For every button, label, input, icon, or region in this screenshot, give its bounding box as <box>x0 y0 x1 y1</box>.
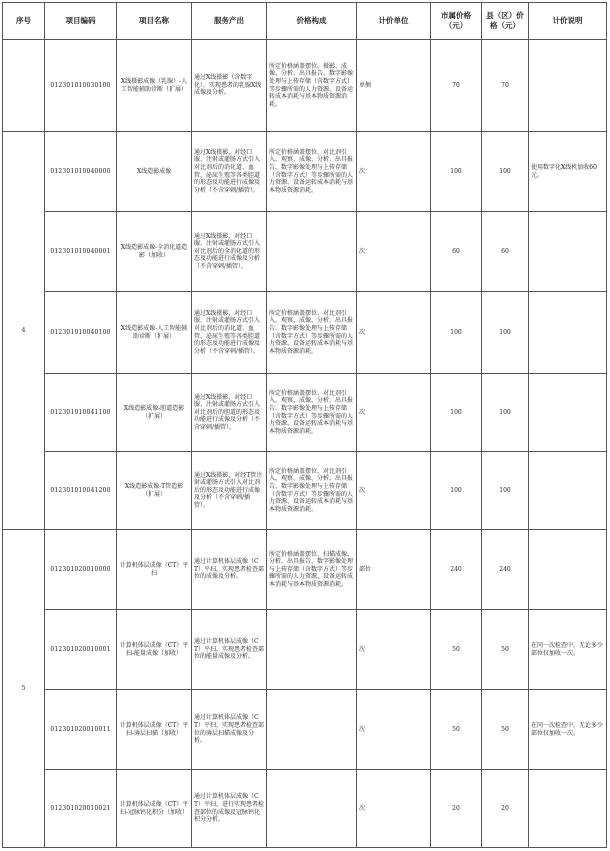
cell-market-price: 100 <box>431 132 482 212</box>
cell-name: 计算机体层成像（CT）平扫-能量成像（加收） <box>117 610 192 690</box>
cell-market-price: 50 <box>431 690 482 770</box>
price-table <box>2 2 607 848</box>
cell-composition: 所定价格涵盖摆位、扫描成像、分析、出具报告、数字影像处理与上传存储（含数字方式）等步骤所需的人力资源、设备运转成本消耗与基本物质资源消耗。 <box>267 530 357 610</box>
cell-code: 012301020010001 <box>45 610 117 690</box>
cell-name: 计算机体层成像（CT）平扫 <box>117 530 192 610</box>
cell-unit: 次 <box>357 132 431 212</box>
cell-output: 通过计算机体层成像（CT）平扫，实现患者检查部位的能量成像及分析。 <box>192 610 267 690</box>
cell-output: 通过X线摄影，对经T管注射或灌肠方式引入对比剂后的形态及功能进行成像及分析（不含穿刺/插管）。 <box>192 452 267 530</box>
cell-market-price: 20 <box>431 770 482 848</box>
cell-county-price: 100 <box>482 132 529 212</box>
cell-output: 通过计算机体层成像（CT）平扫，进行实现患者检查部位的成像及冠脉钙化积分分析。 <box>192 770 267 848</box>
cell-composition <box>267 770 357 848</box>
cell-name: X线造影成像-T管造影（扩展） <box>117 452 192 530</box>
table-row <box>3 610 607 690</box>
cell-name: X线造影成像-胆道造影（扩展） <box>117 374 192 452</box>
cell-market-price: 100 <box>431 292 482 374</box>
table-row <box>3 530 607 610</box>
cell-name: 计算机体层成像（CT）平扫-冠脉钙化积分（加收） <box>117 770 192 848</box>
cell-unit: 部位 <box>357 530 431 610</box>
cell-county-price: 70 <box>482 40 529 132</box>
cell-code: 012301020010011 <box>45 690 117 770</box>
table-row <box>3 374 607 452</box>
cell-county-price: 100 <box>482 292 529 374</box>
cell-code: 012301010030100 <box>45 40 117 132</box>
cell-note <box>529 530 607 610</box>
cell-output: 通过X线摄影，对经口服、注射或灌肠方式引入对比剂后的全消化道的形态及功能进行成像及分析（不含穿刺/插管）。 <box>192 212 267 292</box>
cell-market-price: 70 <box>431 40 482 132</box>
cell-code: 012301010040001 <box>45 212 117 292</box>
cell-county-price: 240 <box>482 530 529 610</box>
cell-composition: 所定价格涵盖摆位、摄影、成像、分析、出具报告、数字影像处理与上传存储（含数字方式）等步骤所需的人力资源、设备运转成本消耗与基本物质资源消耗。 <box>267 40 357 132</box>
cell-county-price: 60 <box>482 212 529 292</box>
cell-composition <box>267 212 357 292</box>
cell-name: X线造影成像-人工智能辅助诊断（扩展） <box>117 292 192 374</box>
cell-seq <box>3 40 45 132</box>
header-unit: 计价单位 <box>357 3 431 40</box>
cell-market-price: 60 <box>431 212 482 292</box>
cell-code: 012301010040100 <box>45 292 117 374</box>
cell-composition: 所定价格涵盖摆位、对比剂引入、观察、成像、分析、出具报告、数字影像处理与上传存储（含数字方式）等步骤所需的人力资源、设备运转成本消耗与基本物质资源消耗。 <box>267 292 357 374</box>
cell-county-price: 100 <box>482 374 529 452</box>
table-row <box>3 132 607 212</box>
cell-code: 012301010041100 <box>45 374 117 452</box>
cell-unit: 单侧 <box>357 40 431 132</box>
cell-code: 012301020010021 <box>45 770 117 848</box>
cell-note <box>529 770 607 848</box>
cell-seq: 4 <box>3 132 45 530</box>
cell-note: 使用数字化X线机加收60元。 <box>529 132 607 212</box>
cell-note <box>529 452 607 530</box>
cell-composition <box>267 610 357 690</box>
cell-county-price: 50 <box>482 690 529 770</box>
cell-output: 通过X线摄影，对经口服、注射或灌肠方式引入对比剂后的胆道的形态及功能进行成像及分析（不含穿刺/插管）。 <box>192 374 267 452</box>
table-row <box>3 690 607 770</box>
header-seq: 序号 <box>3 3 45 40</box>
cell-unit: 次 <box>357 212 431 292</box>
cell-composition: 所定价格涵盖摆位、对比剂引入、观察、成像、分析、出具报告、数字影像处理与上传存储（含数字方式）等步骤所需的人力资源、设备运转成本消耗与基本物质资源消耗。 <box>267 452 357 530</box>
cell-code: 012301010040000 <box>45 132 117 212</box>
cell-note <box>529 374 607 452</box>
cell-unit: 次 <box>357 610 431 690</box>
cell-unit: 次 <box>357 452 431 530</box>
cell-unit: 次 <box>357 690 431 770</box>
header-county-price: 县（区）价格（元） <box>482 3 529 40</box>
table-row <box>3 452 607 530</box>
header-note: 计价说明 <box>529 3 607 40</box>
cell-code: 012301010041200 <box>45 452 117 530</box>
header-code: 项目编码 <box>45 3 117 40</box>
cell-note: 在同一次检查中，无论多少部位仅加收一次。 <box>529 690 607 770</box>
cell-name: X线造影成像 <box>117 132 192 212</box>
table-row <box>3 212 607 292</box>
header-composition: 价格构成 <box>267 3 357 40</box>
cell-market-price: 240 <box>431 530 482 610</box>
header-market-price: 市属价格（元） <box>431 3 482 40</box>
table-row <box>3 770 607 848</box>
cell-name: X线摄影成像（乳腺）-人工智能辅助诊断（扩展） <box>117 40 192 132</box>
cell-output: 通过X线摄影，对经口服、注射或灌肠方式引入对比剂后的消化道、血管、泌尿生殖等各类腔道的形态及功能进行成像及分析（不含穿刺/插管）。 <box>192 132 267 212</box>
cell-code: 012301020010000 <box>45 530 117 610</box>
table-row <box>3 292 607 374</box>
cell-output: 通过计算机体层成像（CT）平扫，实现患者检查部位的薄层扫描成像及分析。 <box>192 690 267 770</box>
cell-unit: 次 <box>357 292 431 374</box>
cell-output: 通过X线摄影（含数字化），实现患者的乳腺X线成像及分析。 <box>192 40 267 132</box>
cell-output: 通过X线摄影，对经口服、注射或灌肠方式引入对比剂后的消化道、血管、泌尿生殖等各类腔道的形态及功能进行成像及分析（不含穿刺/插管）。 <box>192 292 267 374</box>
cell-composition: 所定价格涵盖摆位、对比剂引入、观察、成像、分析、出具报告、数字影像处理与上传存储（含数字方式）等步骤所需的人力资源、设备运转成本消耗与基本物质资源消耗。 <box>267 374 357 452</box>
cell-market-price: 100 <box>431 452 482 530</box>
header-name: 项目名称 <box>117 3 192 40</box>
table-body <box>3 40 607 848</box>
cell-unit: 次 <box>357 374 431 452</box>
table-row <box>3 40 607 132</box>
cell-composition <box>267 690 357 770</box>
header-output: 服务产出 <box>192 3 267 40</box>
cell-seq: 5 <box>3 530 45 848</box>
cell-note: 在同一次检查中，无论多少部位仅加收一次。 <box>529 610 607 690</box>
cell-name: 计算机体层成像（CT）平扫-薄层扫描（加收） <box>117 690 192 770</box>
cell-county-price: 20 <box>482 770 529 848</box>
cell-composition: 所定价格涵盖摆位、对比剂引入、观察、成像、分析、出具报告、数字影像处理与上传存储（含数字方式）等步骤所需的人力资源、设备运转成本消耗与基本物质资源消耗。 <box>267 132 357 212</box>
cell-market-price: 100 <box>431 374 482 452</box>
cell-unit: 次 <box>357 770 431 848</box>
cell-note <box>529 292 607 374</box>
header-row <box>3 3 607 40</box>
cell-market-price: 50 <box>431 610 482 690</box>
cell-county-price: 100 <box>482 452 529 530</box>
cell-note <box>529 40 607 132</box>
cell-note <box>529 212 607 292</box>
cell-name: X线造影成像-全消化道造影（加收） <box>117 212 192 292</box>
cell-county-price: 50 <box>482 610 529 690</box>
cell-output: 通过计算机体层成像（CT）平扫，实现患者检查部位的成像及分析。 <box>192 530 267 610</box>
